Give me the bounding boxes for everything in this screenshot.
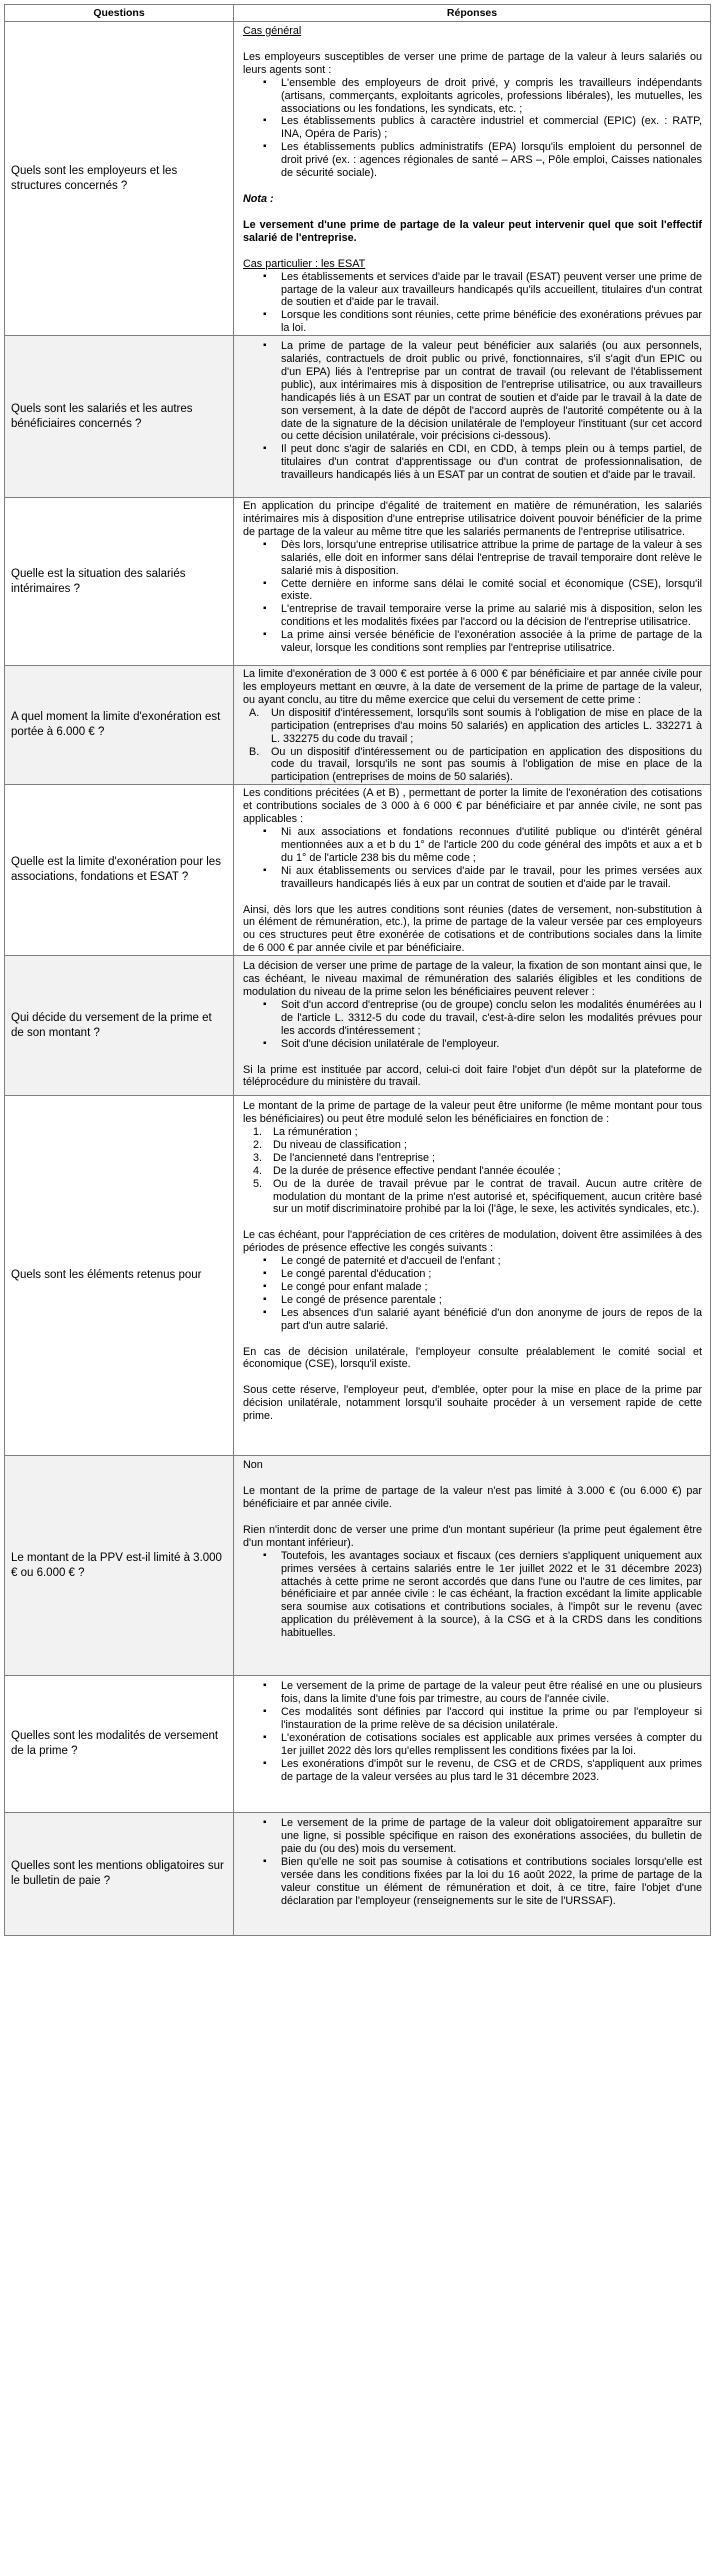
header-questions: Questions bbox=[5, 5, 234, 22]
item-text: Du niveau de classification ; bbox=[273, 1138, 407, 1151]
paragraph: Rien n'interdit donc de verser une prime d'un montant supérieur (la prime peut également être d'un montant inférieur). bbox=[243, 1523, 702, 1549]
question-cell: A quel moment la limite d'exonération est portée à 6.000 € ? bbox=[5, 666, 234, 785]
question-cell: Qui décide du versement de la prime et de son montant ? bbox=[5, 956, 234, 1096]
paragraph: Si la prime est instituée par accord, celui-ci doit faire l'objet d'un dépôt sur la plateforme de téléprocédure du ministère du travail. bbox=[243, 1063, 702, 1089]
item-marker: A. bbox=[249, 706, 260, 719]
numbered-list bbox=[243, 1126, 702, 1216]
paragraph: Les employeurs susceptibles de verser une prime de partage de la valeur à leurs salariés ou leurs agents sont : bbox=[243, 50, 702, 76]
bullet-list bbox=[243, 340, 702, 482]
question-cell: Quelles sont les modalités de versement de la prime ? bbox=[5, 1676, 234, 1813]
answer-cell bbox=[234, 336, 711, 498]
table-header-row bbox=[5, 5, 711, 22]
list-item: ▪ Le versement de la prime de partage de la valeur doit obligatoirement apparaître sur une ligne, si possible spécifique en raison des exonérations associées, du bulletin de paie du (ou des) mois du versement. bbox=[243, 1817, 702, 1856]
answer-cell bbox=[234, 1676, 711, 1813]
paragraph: Ainsi, dès lors que les autres conditions sont réunies (dates de versement, non-substitution à un élément de rémunération, etc.), la prime de partage de la valeur versée par ces employeurs ou ces structures peut être exonérée de cotisations et de contributions sociales dans la limite de 6 000 € par année civile et par bénéficiaire. bbox=[243, 903, 702, 955]
list-item: ▪ Ni aux associations et fondations reconnues d'utilité publique ou d'intérêt général mentionnées aux a et b du 1° de l'article 200 du code général des impôts et aux a et b du 1° de l'article 238 bis du même code ; bbox=[243, 826, 702, 865]
paragraph: Le montant de la prime de partage de la valeur n'est pas limité à 3.000 € (ou 6.000 €) par bénéficiaire et par année civile. bbox=[243, 1485, 702, 1510]
answer-cell bbox=[234, 956, 711, 1096]
question-cell: Quelles sont les mentions obligatoires sur le bulletin de paie ? bbox=[5, 1813, 234, 1936]
item-text: De la durée de présence effective pendant l'année écoulée ; bbox=[273, 1164, 561, 1177]
list-item: ▪ Les exonérations d'impôt sur le revenu, de CSG et de CRDS, s'appliquent aux primes de partage de la valeur versées au plus tard le 31 décembre 2023. bbox=[243, 1758, 702, 1784]
nota-label: Nota : bbox=[243, 192, 274, 205]
list-item: ▪ L'exonération de cotisations sociales est applicable aux primes versées à compter du 1er juillet 2022 dès lors qu'elles remplissent les conditions fixées par la loi. bbox=[243, 1732, 702, 1758]
list-item: ▪ Les absences d'un salarié ayant bénéficié d'un don anonyme de jours de repos de la part d'un autre salarié. bbox=[243, 1307, 702, 1333]
list-item bbox=[243, 746, 702, 785]
list-item: ▪ Cette dernière en informe sans délai le comité social et économique (CSE), lorsqu'il existe. bbox=[243, 578, 702, 604]
paragraph: La limite d'exonération de 3 000 € est portée à 6 000 € par bénéficiaire et par année civile pour les employeurs mettant en œuvre, à la date de versement de la prime de partage de la valeur, ou ayant conclu, au titre du même exercice que celui du versement de cette prime : bbox=[243, 668, 702, 706]
item-marker: B. bbox=[249, 745, 260, 758]
answer-cell bbox=[234, 1813, 711, 1936]
faq-document bbox=[4, 4, 711, 1936]
paragraph: Les conditions précitées (A et B) , permettant de porter la limite de l'exonération des cotisations et contributions sociales de 3 000 à 6 000 € par bénéficiaire et par année civile, ne sont pas applicables : bbox=[243, 787, 702, 826]
list-item bbox=[243, 1152, 702, 1165]
item-text: La rémunération ; bbox=[273, 1125, 358, 1138]
bullet-list bbox=[243, 1680, 702, 1783]
list-item: ▪ Il peut donc s'agir de salariés en CDI, en CDD, à temps plein ou à temps partiel, de titulaires d'un contrat d'apprentissage ou d'un contrat de professionnalisation, de travailleurs handicapés liés à un ESAT par un contrat de soutien et d'aide par le travail. bbox=[243, 443, 702, 482]
nota-text: Le versement d'une prime de partage de la valeur peut intervenir quel que soit l'effectif salarié de l'entreprise. bbox=[243, 218, 702, 244]
table-row bbox=[5, 1813, 711, 1936]
bullet-list bbox=[243, 271, 702, 336]
item-text: Ou un dispositif d'intéressement ou de participation en application des dispositions du code du travail, lorsqu'ils ne sont pas soumis à l'obligation de mise en place de la participation (entreprises de moins de 50 salariés). bbox=[271, 745, 702, 784]
section-heading: Cas particulier : les ESAT bbox=[243, 257, 366, 270]
header-reponses: Réponses bbox=[234, 5, 711, 22]
bullet-list bbox=[243, 826, 702, 891]
table-row bbox=[5, 666, 711, 785]
list-item bbox=[243, 1126, 702, 1139]
table-row bbox=[5, 1456, 711, 1676]
list-item: ▪ Les établissements publics administratifs (EPA) lorsqu'ils emploient du personnel de droit privé (ex. : agences régionales de santé – ARS –, Pôle emploi, Caisses nationales de sécurité sociale). bbox=[243, 141, 702, 180]
table-row bbox=[5, 22, 711, 336]
answer-cell bbox=[234, 666, 711, 785]
item-marker: 5. bbox=[253, 1177, 263, 1190]
item-marker: 1. bbox=[253, 1125, 263, 1138]
bullet-list bbox=[243, 1550, 702, 1640]
list-item: ▪ Dès lors, lorsqu'une entreprise utilisatrice attribue la prime de partage de la valeur à ses salariés, elle doit en informer sans délai l'entreprise de travail temporaire dont relève le salarié mis à disposition. bbox=[243, 539, 702, 578]
table-row bbox=[5, 498, 711, 666]
list-item: ▪ La prime ainsi versée bénéficie de l'exonération associée à la prime de partage de la valeur, lorsque les conditions sont remplies par l'entreprise utilisatrice. bbox=[243, 629, 702, 655]
item-text: Ou de la durée de travail prévue par le contrat de travail. Aucun autre critère de modulation du montant de la prime n'est autorisé et, spécifiquement, aucun critère basé sur un motif discriminatoire prohibé par la loi (l'âge, le sexe, les activités syndicales, etc.). bbox=[273, 1177, 702, 1216]
bullet-list bbox=[243, 999, 702, 1051]
answer-cell bbox=[234, 22, 711, 336]
paragraph: Sous cette réserve, l'employeur peut, d'emblée, opter pour la mise en place de la prime par décision unilatérale, notamment lorsqu'il souhaite procéder à un versement rapide de cette prime. bbox=[243, 1384, 702, 1423]
answer-cell bbox=[234, 785, 711, 956]
question-cell: Le montant de la PPV est-il limité à 3.000 € ou 6.000 € ? bbox=[5, 1456, 234, 1676]
paragraph: La décision de verser une prime de partage de la valeur, la fixation de son montant ainsi que, le cas échéant, le niveau maximal de rémunération des salariés éligibles et les conditions de modulation du niveau de la prime selon les bénéficiaires peuvent relever : bbox=[243, 960, 702, 998]
item-marker: 3. bbox=[253, 1151, 263, 1164]
question-cell: Quels sont les éléments retenus pour bbox=[5, 1096, 234, 1456]
question-cell: Quelle est la limite d'exonération pour les associations, fondations et ESAT ? bbox=[5, 785, 234, 956]
item-marker: 2. bbox=[253, 1138, 263, 1151]
section-heading: Cas général bbox=[243, 25, 302, 37]
lettered-list bbox=[243, 707, 702, 784]
table-row bbox=[5, 1676, 711, 1813]
item-text: De l'ancienneté dans l'entreprise ; bbox=[273, 1151, 435, 1164]
list-item: ▪ L'ensemble des employeurs de droit privé, y compris les travailleurs indépendants (artisans, commerçants, exploitants agricoles, professions libérales), les mutuelles, les associations ou les fondations, les syndicats, etc. ; bbox=[243, 77, 702, 116]
paragraph: En cas de décision unilatérale, l'employeur consulte préalablement le comité social et économique (CSE), lorsqu'il existe. bbox=[243, 1345, 702, 1371]
paragraph: Le cas échéant, pour l'appréciation de ces critères de modulation, doivent être assimilées à des périodes de présence effective les congés suivants : bbox=[243, 1229, 702, 1255]
item-text: Un dispositif d'intéressement, lorsqu'ils sont soumis à l'obligation de mise en place de la participation (entreprises d'au moins 50 salariés) en application des articles L. 332271 à L. 332275 du code du travail ; bbox=[271, 706, 702, 745]
paragraph: Non bbox=[243, 1459, 263, 1472]
question-cell: Quelle est la situation des salariés intérimaires ? bbox=[5, 498, 234, 666]
list-item bbox=[243, 1178, 702, 1217]
paragraph: En application du principe d'égalité de traitement en matière de rémunération, les salariés intérimaires mis à disposition d'une entreprise utilisatrice doivent pouvoir bénéficier de la prime de partage de la valeur au même titre que les salariés permanents de l'entreprise utilisatrice. bbox=[243, 500, 702, 538]
list-item: ▪ Les établissements publics à caractère industriel et commercial (EPIC) (ex. : RATP, INA, Opéra de Paris) ; bbox=[243, 115, 702, 141]
answer-cell bbox=[234, 1456, 711, 1676]
table-row bbox=[5, 785, 711, 956]
bullet-list bbox=[243, 1817, 702, 1907]
faq-table bbox=[4, 4, 711, 1936]
list-item: ▪ Soit d'un accord d'entreprise (ou de groupe) conclu selon les modalités énumérées au I de l'article L. 3312-5 du code du travail, c'est-à-dire selon les modalités prévues pour les accords d'intéressement ; bbox=[243, 999, 702, 1038]
list-item bbox=[243, 1139, 702, 1152]
list-item: ▪ Bien qu'elle ne soit pas soumise à cotisations et contributions sociales lorsqu'elle est versée dans les conditions fixées par la loi du 16 août 2022, la prime de partage de la valeur constitue un élément de rémunération et doit, à ce titre, faire l'objet d'une déclaration par l'employeur (renseignements sur le site de l'URSSAF). bbox=[243, 1856, 702, 1908]
bullet-list bbox=[243, 539, 702, 655]
list-item: ▪ Le congé de paternité et d'accueil de l'enfant ; bbox=[243, 1255, 702, 1268]
list-item: ▪ Ces modalités sont définies par l'accord qui institue la prime ou par l'employeur si l'instauration de la prime relève de sa décision unilatérale. bbox=[243, 1706, 702, 1732]
list-item: ▪ Le congé pour enfant malade ; bbox=[243, 1281, 702, 1294]
question-cell: Quels sont les salariés et les autres bénéficiaires concernés ? bbox=[5, 336, 234, 498]
paragraph: Le montant de la prime de partage de la valeur peut être uniforme (le même montant pour tous les bénéficiaires) ou peut être modulé selon les bénéficiaires en fonction de : bbox=[243, 1100, 702, 1126]
list-item: ▪ Toutefois, les avantages sociaux et fiscaux (ces derniers s'appliquent uniquement aux primes versées à certains salariés entre le 1er juillet 2022 et le 31 décembre 2023) attachés à cette prime ne seront accordés que dans l'une ou l'autre de ces limites, par bénéficiaire et par année civile : le cas échéant, la fraction excédant la limite applicable sera soumise aux cotisations et contributions sociales, à l'impôt sur le revenu (avec application du prélèvement à la source), à la CSG et à la CRDS dans les conditions habituelles. bbox=[243, 1550, 702, 1640]
list-item: ▪ Le congé parental d'éducation ; bbox=[243, 1268, 702, 1281]
question-cell: Quels sont les employeurs et les structures concernés ? bbox=[5, 22, 234, 336]
list-item: ▪ Soit d'une décision unilatérale de l'employeur. bbox=[243, 1038, 702, 1051]
bullet-list bbox=[243, 77, 702, 180]
table-row bbox=[5, 1096, 711, 1456]
list-item: ▪ L'entreprise de travail temporaire verse la prime au salarié mis à disposition, selon les conditions et les modalités fixées par l'accord ou la décision de l'entreprise utilisatrice. bbox=[243, 603, 702, 629]
bullet-list bbox=[243, 1255, 702, 1332]
table-row bbox=[5, 336, 711, 498]
list-item: ▪ Le congé de présence parentale ; bbox=[243, 1294, 702, 1307]
list-item: ▪ Lorsque les conditions sont réunies, cette prime bénéficie des exonérations prévues par la loi. bbox=[243, 309, 702, 335]
list-item: ▪ Ni aux établissements ou services d'aide par le travail, pour les primes versées aux travailleurs handicapés liés à eux par un contrat de soutien et d'aide par le travail. bbox=[243, 865, 702, 891]
answer-cell bbox=[234, 1096, 711, 1456]
list-item bbox=[243, 1165, 702, 1178]
list-item bbox=[243, 707, 702, 746]
list-item: ▪ Les établissements et services d'aide par le travail (ESAT) peuvent verser une prime de partage de la valeur aux travailleurs handicapés qu'ils accueillent, titulaires d'un contrat de soutien et d'aide par le travail. bbox=[243, 271, 702, 310]
answer-cell bbox=[234, 498, 711, 666]
list-item: ▪ Le versement de la prime de partage de la valeur peut être réalisé en une ou plusieurs fois, dans la limite d'une fois par trimestre, au cours de l'année civile. bbox=[243, 1680, 702, 1706]
item-marker: 4. bbox=[253, 1164, 263, 1177]
table-row bbox=[5, 956, 711, 1096]
list-item: ▪ La prime de partage de la valeur peut bénéficier aux salariés (ou aux personnels, salariés, contractuels de droit public ou privé, fonctionnaires, s'il s'agit d'un EPIC ou d'un EPA) liés à l'entreprise par un contrat de travail (ou relevant de l'établissement public), aux intérimaires mis à disposition de l'entreprise utilisatrice, ou aux travailleurs handicapés liés à un ESAT par un contrat de soutien et d'aide par le travail à la date de son versement, à la date de dépôt de l'accord auprès de l'autorité compétente ou à la date de la signature de la décision unilatérale de l'employeur l'instituant (sur cet accord ou cette décision unilatérale, voir précisions ci-dessous). bbox=[243, 340, 702, 443]
